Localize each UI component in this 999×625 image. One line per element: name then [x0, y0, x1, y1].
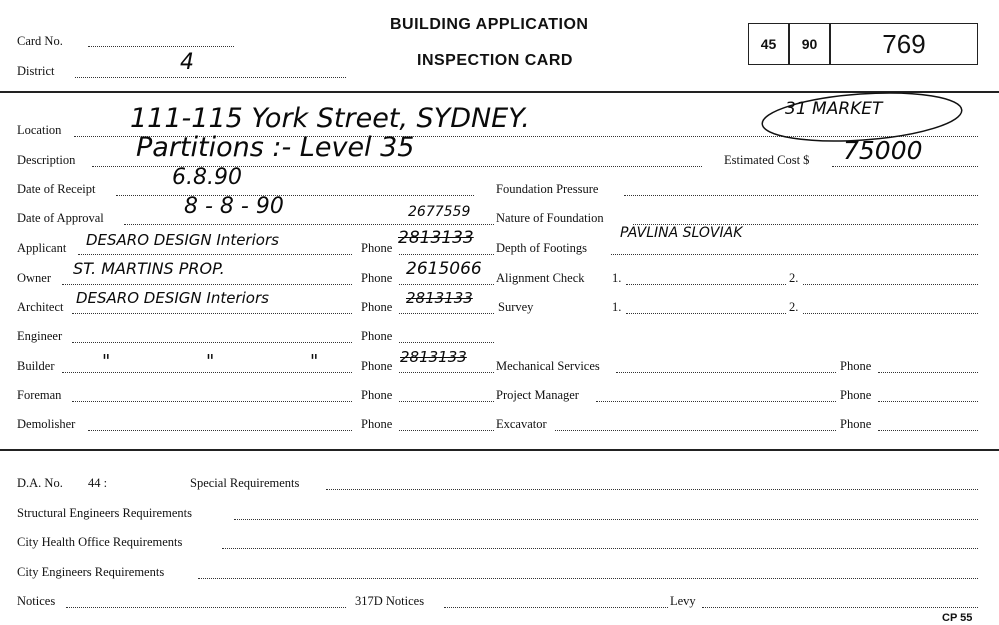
- alignment-check-label: Alignment Check: [496, 271, 585, 285]
- form-code: CP 55: [942, 612, 973, 624]
- depth-footings-value: PAVLINA SLOVIAK: [620, 225, 743, 241]
- foundation-pressure-line: [624, 195, 978, 196]
- survey-2-line: [803, 313, 978, 314]
- architect-label: Architect: [17, 300, 64, 314]
- description-label: Description: [17, 153, 76, 167]
- owner-phone-value: 2615066: [406, 259, 482, 279]
- da-no-label: D.A. No.: [17, 476, 63, 490]
- foundation-pressure-label: Foundation Pressure: [496, 182, 599, 196]
- applicant-value: DESARO DESIGN Interiors: [86, 231, 279, 249]
- applicant-line: [78, 254, 352, 255]
- alignment-1-line: [626, 284, 786, 285]
- location-note: 31 MARKET: [785, 99, 883, 119]
- architect-phone-label: Phone: [361, 300, 393, 314]
- builder-phone-value: 2813133: [400, 348, 467, 366]
- title-line-2: INSPECTION CARD: [417, 52, 573, 69]
- date-approval-line: [124, 224, 494, 225]
- district-label: District: [17, 64, 55, 78]
- applicant-label: Applicant: [17, 241, 67, 255]
- engineer-line: [72, 342, 352, 343]
- builder-phone-label: Phone: [361, 359, 393, 373]
- mechanical-services-line: [616, 372, 836, 373]
- applicant-phone-label: Phone: [361, 241, 393, 255]
- city-engineers-label: City Engineers Requirements: [17, 565, 165, 579]
- architect-line: [72, 313, 352, 314]
- district-value: 4: [180, 50, 194, 75]
- architect-value: DESARO DESIGN Interiors: [76, 289, 269, 307]
- excavator-label: Excavator: [496, 417, 547, 431]
- card-box-2: 90: [789, 23, 830, 65]
- builder-label: Builder: [17, 359, 55, 373]
- owner-value: ST. MARTINS PROP.: [73, 259, 225, 278]
- foreman-label: Foreman: [17, 388, 62, 402]
- engineer-phone-line: [399, 342, 494, 343]
- engineer-label: Engineer: [17, 329, 63, 343]
- foreman-phone-line: [399, 401, 494, 402]
- excavator-phone-label: Phone: [840, 417, 872, 431]
- survey-1-label: 1.: [612, 300, 622, 314]
- notices-label: Notices: [17, 594, 56, 608]
- estimated-cost-line: [832, 166, 978, 167]
- city-engineers-line: [198, 578, 978, 579]
- alignment-2-line: [803, 284, 978, 285]
- da-no-value: 44 :: [88, 476, 108, 490]
- structural-line: [234, 519, 978, 520]
- builder-ditto-3: ": [310, 351, 319, 372]
- city-health-line: [222, 548, 978, 549]
- builder-ditto-2: ": [206, 351, 215, 372]
- survey-label: Survey: [498, 300, 534, 314]
- mechanical-phone-label: Phone: [840, 359, 872, 373]
- demolisher-line: [88, 430, 352, 431]
- demolisher-label: Demolisher: [17, 417, 76, 431]
- card-no-line: [88, 46, 234, 47]
- alignment-2-label: 2.: [789, 271, 799, 285]
- location-label: Location: [17, 123, 62, 137]
- survey-2-label: 2.: [789, 300, 799, 314]
- date-approval-label: Date of Approval: [17, 211, 104, 225]
- levy-line: [702, 607, 978, 608]
- demolisher-phone-line: [399, 430, 494, 431]
- special-requirements-line: [326, 489, 978, 490]
- project-manager-label: Project Manager: [496, 388, 579, 402]
- owner-phone-line: [399, 284, 494, 285]
- location-value: 111-115 York Street, SYDNEY.: [130, 103, 530, 134]
- mechanical-services-label: Mechanical Services: [496, 359, 600, 373]
- project-manager-line: [596, 401, 836, 402]
- builder-phone-line: [399, 372, 494, 373]
- builder-ditto-1: ": [102, 351, 111, 372]
- mechanical-phone-line: [878, 372, 978, 373]
- levy-label: Levy: [670, 594, 696, 608]
- description-value: Partitions :- Level 35: [136, 132, 415, 163]
- date-receipt-label: Date of Receipt: [17, 182, 96, 196]
- depth-footings-line: [611, 254, 978, 255]
- district-line: [75, 77, 346, 78]
- demolisher-phone-label: Phone: [361, 417, 393, 431]
- requirements-divider: [0, 449, 999, 451]
- card-no-label: Card No.: [17, 34, 63, 48]
- builder-line: [62, 372, 352, 373]
- structural-label: Structural Engineers Requirements: [17, 506, 192, 520]
- alignment-1-label: 1.: [612, 271, 622, 285]
- architect-phone-line: [399, 313, 494, 314]
- excavator-phone-line: [878, 430, 978, 431]
- 317d-notices-label: 317D Notices: [355, 594, 425, 608]
- estimated-cost-value: 75000: [843, 136, 923, 165]
- date-approval-value: 8 - 8 - 90: [184, 194, 284, 219]
- foreman-phone-label: Phone: [361, 388, 393, 402]
- 317d-notices-line: [444, 607, 668, 608]
- card-number-box: 769: [830, 23, 978, 65]
- approval-note: 2677559: [408, 204, 471, 220]
- project-manager-phone-label: Phone: [840, 388, 872, 402]
- date-receipt-line: [116, 195, 474, 196]
- special-requirements-label: Special Requirements: [190, 476, 300, 490]
- owner-line: [62, 284, 352, 285]
- city-health-label: City Health Office Requirements: [17, 535, 183, 549]
- architect-phone-value: 2813133: [406, 289, 473, 307]
- foreman-line: [72, 401, 352, 402]
- applicant-phone-value: 2813133: [398, 228, 474, 248]
- nature-foundation-label: Nature of Foundation: [496, 211, 604, 225]
- estimated-cost-label: Estimated Cost $: [724, 153, 810, 167]
- card-box-1: 45: [748, 23, 789, 65]
- project-manager-phone-line: [878, 401, 978, 402]
- notices-line: [66, 607, 346, 608]
- applicant-phone-line: [399, 254, 494, 255]
- title-line-1: BUILDING APPLICATION: [390, 16, 589, 33]
- owner-phone-label: Phone: [361, 271, 393, 285]
- depth-footings-label: Depth of Footings: [496, 241, 587, 255]
- engineer-phone-label: Phone: [361, 329, 393, 343]
- excavator-line: [555, 430, 836, 431]
- survey-1-line: [626, 313, 786, 314]
- owner-label: Owner: [17, 271, 52, 285]
- date-receipt-value: 6.8.90: [172, 165, 242, 190]
